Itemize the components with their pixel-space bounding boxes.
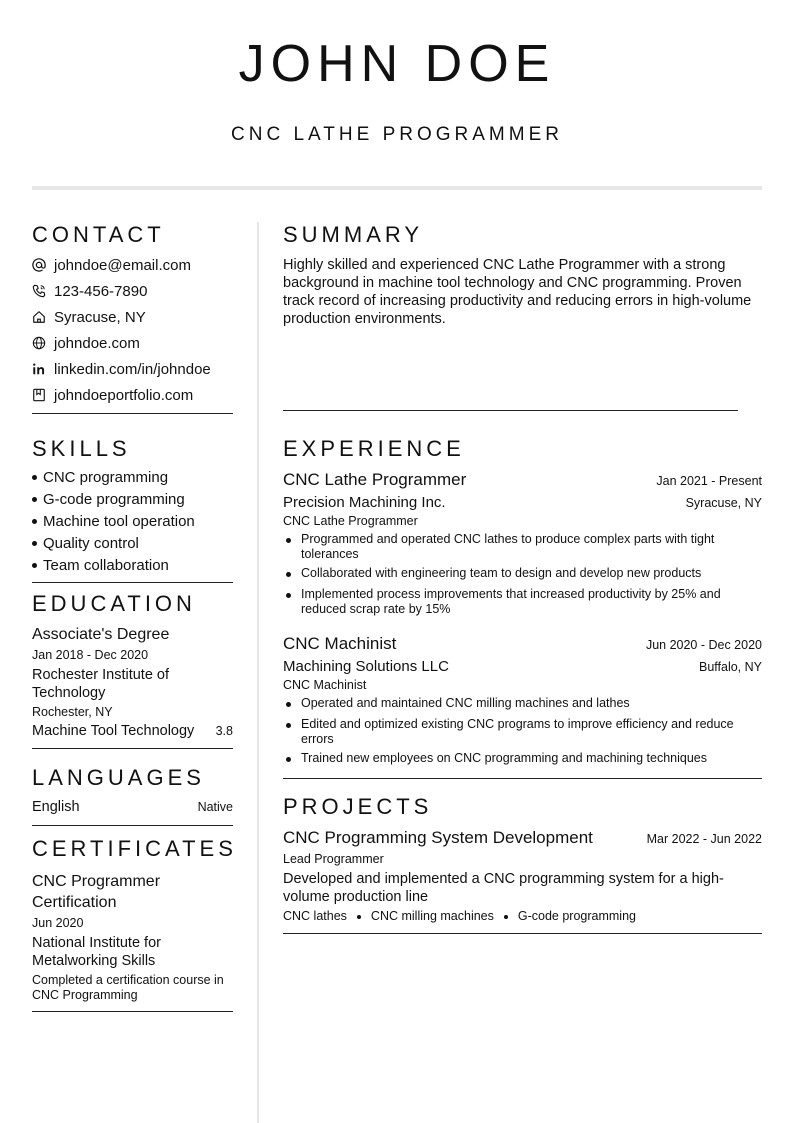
languages-divider [32,825,233,826]
projects-section [283,794,762,934]
column-divider [257,222,259,1123]
certificates-section [32,836,237,1012]
education-field-row [32,723,233,739]
job-entry [283,634,762,766]
projects-divider [283,933,762,934]
education-location: Rochester, NY [32,705,113,719]
education-school: Rochester Institute of Technology [32,667,170,701]
certificates-divider [32,1011,233,1012]
job-title: CNC Lathe Programmer [283,470,467,489]
contact-portfolio-text: johndoeportfolio.com [54,386,194,404]
education-gpa: 3.8 [215,724,233,738]
skill-item: CNC programming [32,467,233,489]
job-header [283,634,762,654]
contact-email-text: johndoe@email.com [54,256,191,274]
experience-divider [283,778,762,779]
contact-divider [32,413,233,414]
job-role: CNC Lathe Programmer [283,514,418,528]
certificate-issuer: National Institute for Metalworking Skills [32,935,161,969]
job-company: Machining Solutions LLC [283,658,449,675]
contact-linkedin[interactable] [32,359,233,379]
contact-section [32,222,233,414]
certificates-heading: CERTIFICATES [32,836,237,861]
summary-heading: SUMMARY [283,222,424,247]
job-bullet: Programmed and operated CNC lathes to produce complex parts with tight tolerances [283,532,762,562]
summary-text: Highly skilled and experienced CNC Lathe Programmer with a strong background in machine tool technology and CNC programming. Proven track record of increasing productivity and reducing errors in high-volume production environments. [283,257,752,327]
bullet-icon [357,915,361,919]
education-heading: EDUCATION [32,591,196,616]
certificate-description: Completed a certification course in CNC Programming [32,973,224,1002]
bullet-icon [504,915,508,919]
bullet-icon [32,541,37,546]
contact-location-text: Syracuse, NY [54,308,146,326]
contact-linkedin-text: linkedin.com/in/johndoe [54,360,211,378]
skill-item: G-code programming [32,489,233,511]
contact-phone[interactable] [32,281,233,301]
skill-item: Quality control [32,533,233,555]
skill-item: Machine tool operation [32,511,233,533]
job-dates: Jan 2021 - Present [656,474,762,488]
job-dates: Jun 2020 - Dec 2020 [645,638,762,652]
education-degree: Associate's Degree [32,626,170,643]
education-section [32,591,233,749]
skills-divider [32,582,233,583]
project-tag: G-code programming [517,909,636,923]
job-company-row [283,494,762,511]
project-role: Lead Programmer [283,852,384,866]
bullet-icon [32,519,37,524]
language-name: English [32,799,80,815]
project-tags [283,909,762,923]
job-bullet: Implemented process improvements that increased productivity by 25% and reduced scrap rate by 15% [283,587,762,617]
job-company: Precision Machining Inc. [283,494,446,511]
project-name: CNC Programming System Development [283,828,593,847]
contact-portfolio[interactable] [32,385,233,405]
job-bullet: Collaborated with engineering team to design and develop new products [283,566,762,581]
contact-website[interactable] [32,333,233,353]
linkedin-icon [32,362,46,376]
project-header [283,828,762,848]
education-dates: Jan 2018 - Dec 2020 [32,648,149,662]
contact-email[interactable] [32,255,233,275]
job-bullet: Trained new employees on CNC programming and machining techniques [283,751,762,766]
job-role: CNC Machinist [283,678,367,692]
job-title: CNC LATHE PROGRAMMER [231,124,563,145]
portfolio-icon [32,388,46,402]
language-item [32,799,233,815]
bullet-icon [32,563,37,568]
job-bullet: Operated and maintained CNC milling machines and lathes [283,696,762,711]
phone-icon [32,284,46,298]
job-entry [283,470,762,617]
job-company-row [283,658,762,675]
contact-website-text: johndoe.com [54,334,140,352]
contact-location [32,307,233,327]
job-header [283,470,762,490]
bullet-icon [32,475,37,480]
header-divider [32,186,762,190]
skills-heading: SKILLS [32,436,131,461]
globe-icon [32,336,46,350]
summary-section [283,222,762,411]
language-level: Native [197,800,233,814]
education-field: Machine Tool Technology [32,723,195,739]
certificate-name: CNC Programmer Certification [32,873,161,911]
languages-heading: LANGUAGES [32,765,205,790]
skills-section [32,436,233,583]
candidate-name: JOHN DOE [238,35,556,93]
home-icon [32,310,46,324]
job-bullet: Edited and optimized existing CNC programs to improve efficiency and reduce errors [283,717,762,747]
project-tag: CNC milling machines [370,909,494,923]
certificate-date: Jun 2020 [32,916,84,930]
contact-heading: CONTACT [32,222,165,247]
job-title: CNC Machinist [283,634,397,653]
experience-section [283,436,762,779]
projects-heading: PROJECTS [283,794,433,819]
project-dates: Mar 2022 - Jun 2022 [646,832,762,846]
job-location: Syracuse, NY [685,496,762,510]
experience-heading: EXPERIENCE [283,436,465,461]
education-divider [32,748,233,749]
languages-section [32,765,233,826]
summary-divider [283,410,738,411]
contact-phone-text: 123-456-7890 [54,282,148,300]
job-location: Buffalo, NY [698,660,762,674]
bullet-icon [32,497,37,502]
project-tag: CNC lathes [283,909,347,923]
project-description: Developed and implemented a CNC programming system for a high-volume production line [283,871,724,905]
skill-item: Team collaboration [32,555,233,577]
at-icon [32,258,46,272]
